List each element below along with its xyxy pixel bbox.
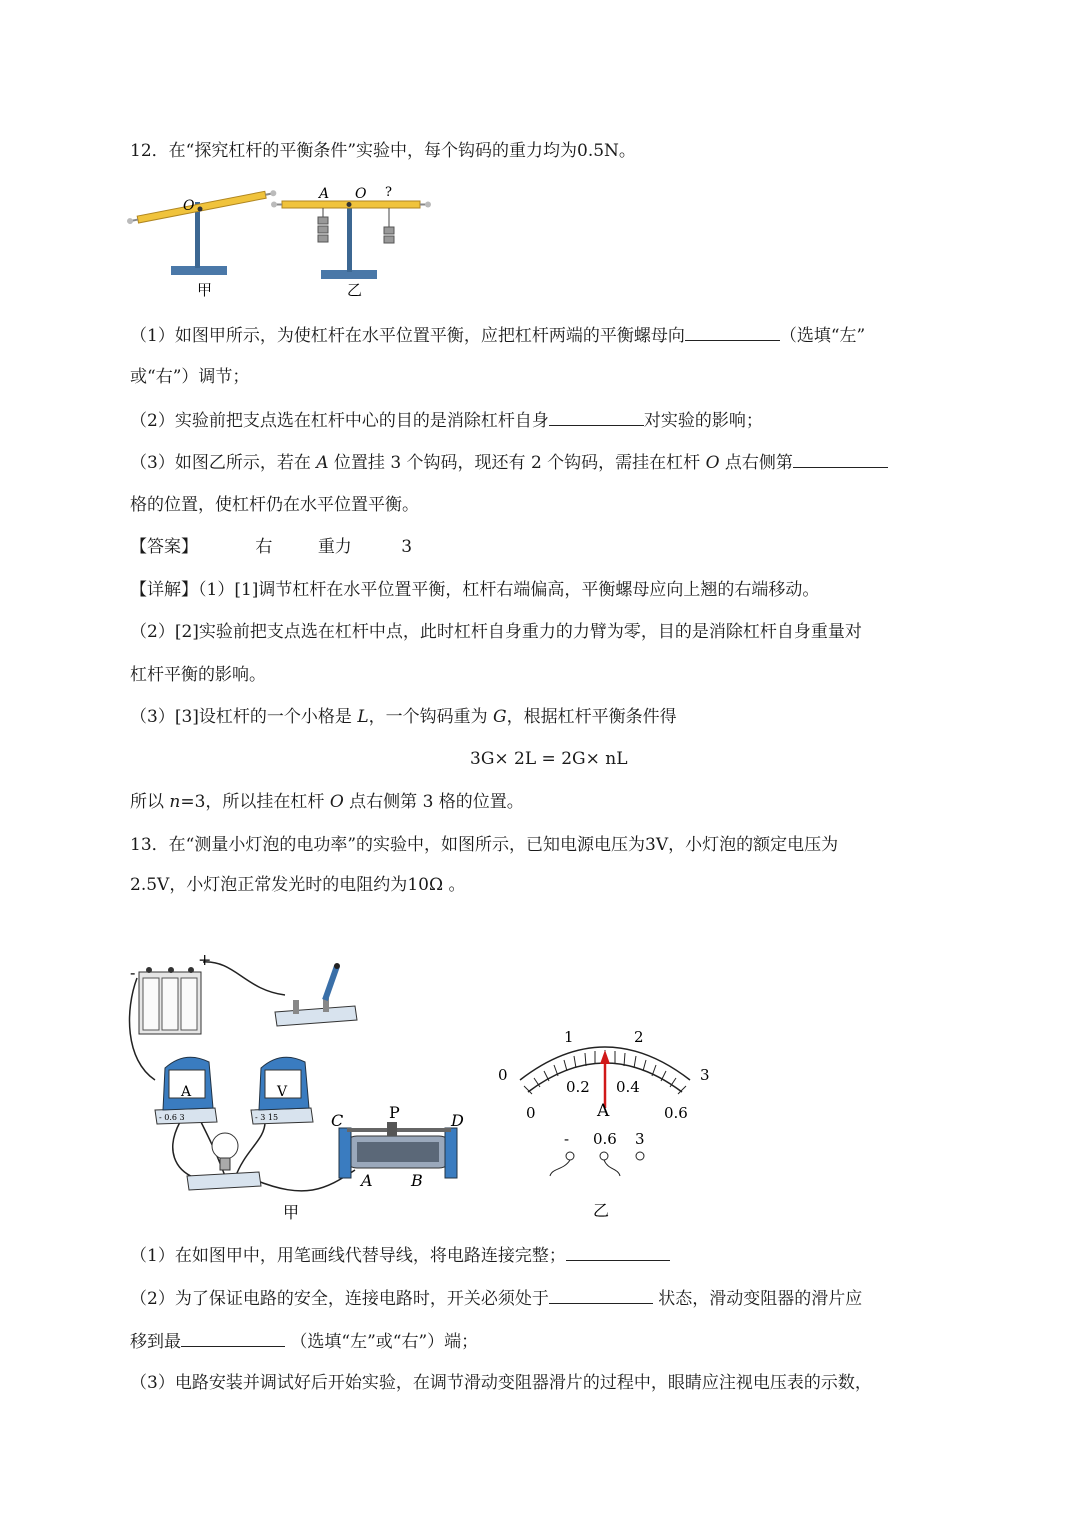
d3-L: L (357, 707, 369, 727)
dial-outer-2: 2 (634, 1028, 644, 1046)
q12-p3-text-c: 点右侧第 (724, 453, 793, 473)
stem-text: ，小灯泡正常发光时的电阻约为 (169, 875, 408, 895)
answer-1: 右 (255, 537, 273, 557)
q12-p3-blank[interactable] (793, 451, 888, 468)
d3-text-a: （3）[3]设杠杆的一个小格是 (130, 707, 352, 727)
ammeter-terminals: - 0.6 3 (159, 1113, 185, 1122)
q12-p2-text: （2）实验前把支点选在杠杆中心的目的是消除杠杆自身 (130, 411, 549, 431)
q12-detail-1 (130, 579, 819, 601)
voltmeter-terminals: - 3 15 (255, 1113, 279, 1122)
q12-p2-blank[interactable] (549, 409, 644, 426)
detail-1-text: （1）[1]调节杠杆在水平位置平衡，杠杆右端偏高，平衡螺母应向上翘的右端移动。 (198, 580, 820, 600)
label-A-yi: A (319, 186, 330, 202)
q12-detail-2a: （2）[2]实验前把支点选在杠杆中点，此时杠杆自身重力的力臂为零，目的是消除杠杆自身重量对 (130, 622, 862, 642)
q13-part3: （3）电路安装并调试好后开始实验，在调节滑动变阻器滑片的过程中，眼睛应注视电压表的示数， (130, 1373, 872, 1393)
concl-c: 点右侧第 3 格的位置。 (349, 792, 524, 812)
q12-conclusion (130, 791, 524, 813)
rheostat-A: A (361, 1171, 373, 1190)
stem-resistance: 10Ω (407, 875, 444, 895)
dial-caption: 乙 (593, 1201, 610, 1220)
label-O-jia: O (183, 198, 195, 214)
q12-part3-line1 (130, 451, 888, 474)
lever-yi (271, 185, 431, 299)
battery-plus: + (198, 950, 212, 969)
d3-text-b: ，一个钩码重为 (368, 707, 488, 727)
stem-end: 。 (448, 875, 466, 895)
q13-p2-tail: 状态，滑动变阻器的滑片应 (658, 1289, 863, 1309)
label-yi: 乙 (347, 281, 363, 299)
q13-stem-1: 13．在“测量小灯泡的电功率”的实验中，如图所示，已知电源电压为3V，小灯泡的额定电压为 (130, 835, 839, 855)
battery-minus: - (130, 963, 136, 982)
q13-stem-2 (130, 874, 465, 896)
q12-detail-3 (130, 706, 677, 728)
dial-inner-02: 0.2 (566, 1078, 590, 1096)
circuit-caption: 甲 (283, 1203, 300, 1222)
q13-part2-line2 (130, 1330, 478, 1353)
stem-voltage: 2.5V (130, 875, 170, 895)
q13-p2-text: （2）为了保证电路的安全，连接电路时，开关必须处于 (130, 1289, 549, 1309)
ammeter-symbol: A (181, 1084, 192, 1100)
battery (130, 950, 211, 1034)
dial-unit: A (597, 1101, 610, 1121)
circuit-figure (125, 950, 485, 1230)
rheostat-B: B (411, 1171, 423, 1190)
lever-figure (125, 182, 445, 302)
dial-inner-06: 0.6 (664, 1104, 688, 1122)
balance-formula: 3G× 2L = 2G× nL (470, 749, 628, 769)
terminal-minus: - (564, 1130, 570, 1148)
terminal-06: 0.6 (593, 1130, 617, 1148)
q12-detail-2b: 杠杆平衡的影响。 (130, 665, 266, 685)
ammeter (155, 1057, 217, 1124)
label-O-yi: O (355, 186, 367, 202)
q12-p3-text-b: 位置挂 3 个钩码，现还有 2 个钩码，需挂在杠杆 (333, 453, 701, 473)
concl-a: 所以 (130, 792, 164, 812)
q12-stem: 12．在“探究杠杆的平衡条件”实验中，每个钩码的重力均为0.5N。 (130, 141, 636, 161)
q12-p1-text: （1）如图甲所示，为使杠杆在水平位置平衡，应把杠杆两端的平衡螺母向 (130, 326, 685, 346)
q12-part1-line2: 或“右”）调节； (130, 367, 250, 387)
voltmeter (251, 1057, 313, 1124)
q13-p1-text: （1）在如图甲中，用笔画线代替导线，将电路连接完整； (130, 1246, 566, 1266)
q13-p2-hint: （选填“左”或“右”）端； (290, 1332, 479, 1352)
dial-inner-0: 0 (526, 1104, 536, 1122)
dial-outer-3: 3 (700, 1066, 710, 1084)
q12-p2-tail: 对实验的影响； (643, 411, 763, 431)
rheostat-C: C (331, 1111, 344, 1130)
dial-outer-0: 0 (498, 1066, 508, 1084)
q12-p1-blank[interactable] (685, 324, 780, 341)
detail-label: 【详解】 (130, 580, 198, 600)
label-question: ? (385, 185, 392, 200)
label-jia: 甲 (197, 281, 213, 299)
q12-p1-hint: （选填“左” (779, 326, 866, 346)
d3-G: G (493, 707, 507, 727)
rheostat (331, 1103, 464, 1190)
concl-b: =3，所以挂在杠杆 (180, 792, 325, 812)
q13-p2-text-c: 移到最 (130, 1332, 181, 1352)
rheostat-P: P (389, 1103, 400, 1122)
q12-p3-A: A (316, 453, 329, 473)
answer-2: 重力 (317, 537, 352, 557)
rheostat-D: D (451, 1111, 464, 1130)
voltmeter-symbol: V (277, 1084, 288, 1100)
q13-p2-blank-1[interactable] (549, 1287, 653, 1304)
terminal-3: 3 (635, 1130, 645, 1148)
d3-text-c: ，根据杠杆平衡条件得 (506, 707, 677, 727)
q13-part2-line1 (130, 1287, 862, 1310)
bulb (187, 1133, 261, 1190)
switch (275, 963, 357, 1026)
concl-n: n (169, 792, 181, 812)
q12-p3-text-a: （3）如图乙所示，若在 (130, 453, 311, 473)
dial-outer-1: 1 (564, 1028, 574, 1046)
answer-3: 3 (401, 537, 413, 557)
dial-inner-04: 0.4 (616, 1078, 640, 1096)
q12-part1-line1 (130, 324, 865, 347)
ammeter-dial-figure (490, 1020, 730, 1230)
q12-part2 (130, 409, 763, 432)
q12-p3-O: O (705, 453, 720, 473)
q12-answer (130, 536, 412, 558)
q12-part3-line2: 格的位置，使杠杆仍在水平位置平衡。 (130, 495, 419, 515)
q13-part1 (130, 1244, 670, 1267)
concl-O: O (329, 792, 344, 812)
q13-p2-blank-2[interactable] (181, 1330, 285, 1347)
answer-label: 【答案】 (130, 537, 198, 557)
lever-jia (126, 189, 277, 299)
q13-p1-blank[interactable] (566, 1244, 670, 1261)
